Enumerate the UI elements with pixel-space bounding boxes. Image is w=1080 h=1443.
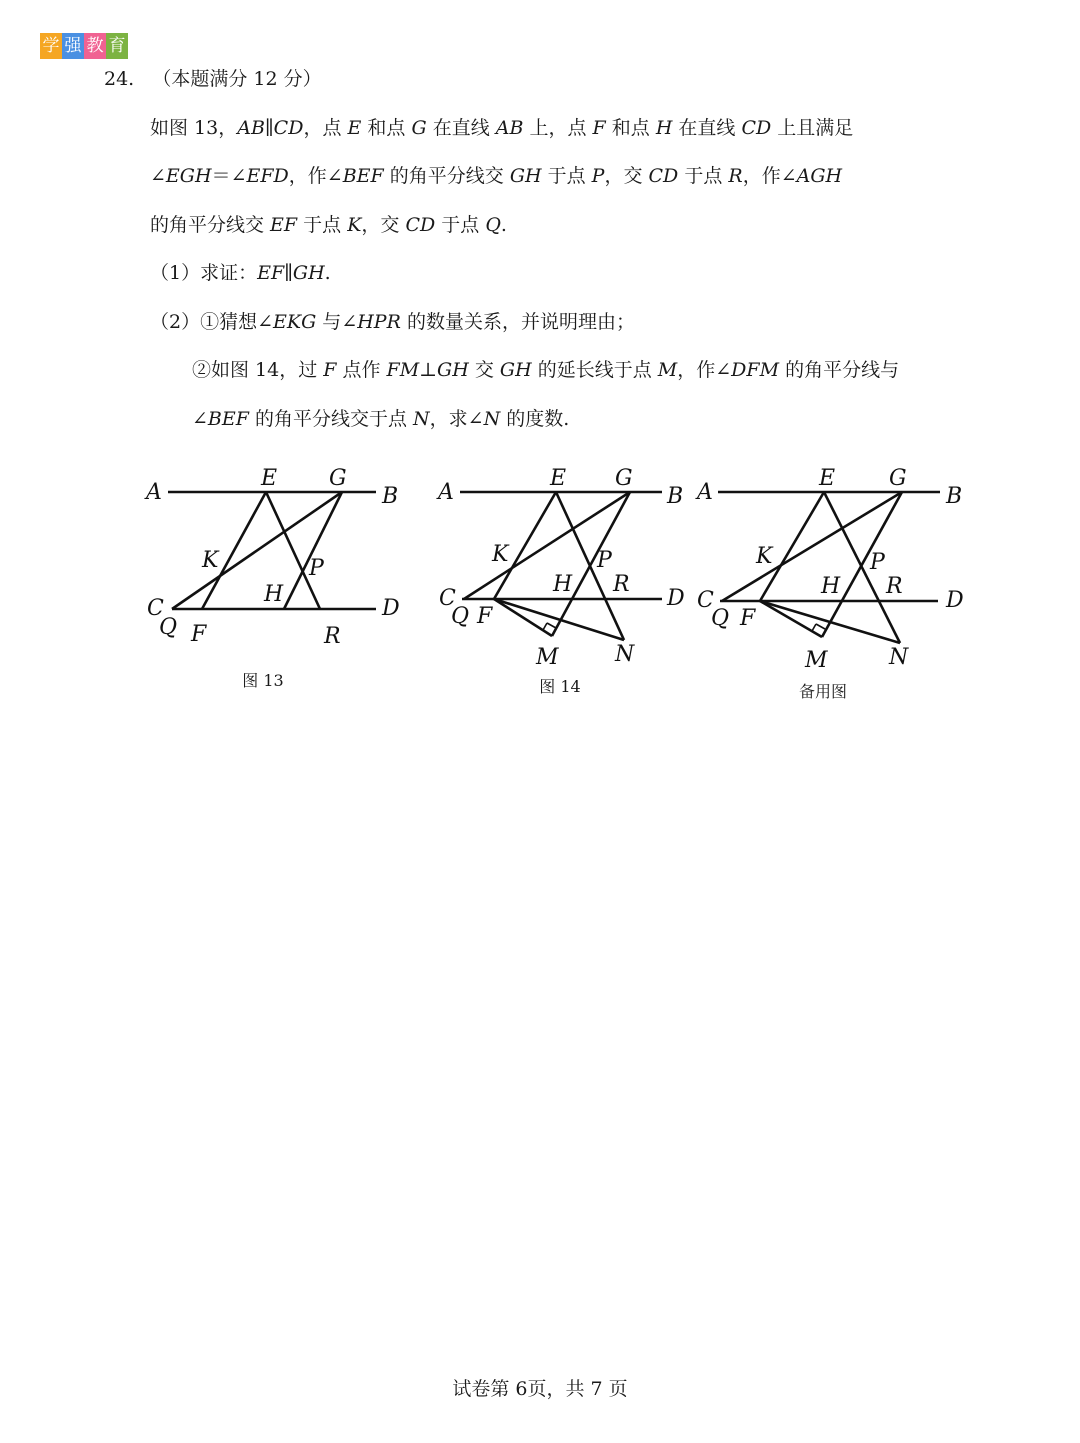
text-run: 上，点 xyxy=(523,117,593,139)
label-k: K xyxy=(492,542,509,567)
question-points: （本题满分 12 分） xyxy=(152,68,322,90)
text-run: CD xyxy=(741,117,772,139)
label-q: Q xyxy=(451,604,470,629)
text-run: 于点 xyxy=(678,165,729,187)
text-run: ，点 xyxy=(303,117,348,139)
text-run: ，求 xyxy=(429,408,468,430)
text-run: N xyxy=(413,408,430,430)
text-run: 如图 13， xyxy=(150,117,238,139)
text-run: 在直线 xyxy=(426,117,496,139)
label-c: C xyxy=(147,596,164,621)
label-r: R xyxy=(886,574,903,599)
text-run: （1）求证： xyxy=(150,262,258,284)
label-f: F xyxy=(191,622,207,647)
text-run: . xyxy=(324,262,331,284)
text-run: 交 xyxy=(468,359,500,381)
label-a: A xyxy=(697,480,713,505)
label-g: G xyxy=(329,466,347,491)
text-run: 点作 xyxy=(336,359,387,381)
text-run: E xyxy=(347,117,362,139)
text-run: GH xyxy=(499,359,532,381)
label-e: E xyxy=(261,466,278,491)
label-a: A xyxy=(438,480,454,505)
text-run: F xyxy=(323,359,337,381)
text-run: H xyxy=(655,117,673,139)
text-run: . xyxy=(500,214,507,236)
text-run: 的角平分线与 xyxy=(779,359,900,381)
text-run: EF∥GH xyxy=(257,262,325,284)
text-run: 和点 xyxy=(361,117,412,139)
text-run: ＝ xyxy=(211,165,231,187)
label-h: H xyxy=(553,572,573,597)
label-q: Q xyxy=(711,606,730,631)
label-g: G xyxy=(615,466,633,491)
text-run: （2）①猜想 xyxy=(150,311,258,333)
figure-14-caption: 图 14 xyxy=(539,677,581,696)
label-p: P xyxy=(870,550,885,575)
text-run: ②如图 14，过 xyxy=(192,359,324,381)
figure-spare-caption: 备用图 xyxy=(798,682,847,701)
text-run: 于点 xyxy=(297,214,348,236)
label-f: F xyxy=(740,606,756,631)
text-run: 上且满足 xyxy=(771,117,854,139)
label-h: H xyxy=(821,574,841,599)
logo-char: 教 xyxy=(84,33,106,59)
text-run: GH xyxy=(509,165,542,187)
text-run: EF xyxy=(270,214,298,236)
logo-char: 育 xyxy=(106,33,128,59)
text-run: ∠EKG xyxy=(257,311,317,333)
right-angle-mark xyxy=(816,624,825,629)
question-number: 24. xyxy=(104,68,135,90)
text-run: 与 xyxy=(316,311,342,333)
text-run: ∠EFD xyxy=(230,165,289,187)
label-f: F xyxy=(477,604,493,629)
label-c: C xyxy=(697,588,714,613)
label-g: G xyxy=(889,466,907,491)
label-d: D xyxy=(946,588,964,613)
text-run: AB∥CD xyxy=(237,117,304,139)
logo-char: 学 xyxy=(40,33,62,59)
text-run: 的数量关系，并说明理由； xyxy=(400,311,635,333)
right-angle-mark xyxy=(812,624,816,631)
text-run: ∠N xyxy=(467,408,501,430)
figure-13-caption: 图 13 xyxy=(242,671,284,690)
text-run: 的度数. xyxy=(500,408,570,430)
text-run: ，交 xyxy=(361,214,406,236)
label-c: C xyxy=(439,586,456,611)
text-run: ，作 xyxy=(677,359,716,381)
label-b: B xyxy=(946,484,963,509)
text-run: ∠EGH xyxy=(150,165,212,187)
text-run: 的角平分线交 xyxy=(150,214,271,236)
label-b: B xyxy=(382,484,399,509)
label-b: B xyxy=(667,484,684,509)
segment-fm xyxy=(760,601,822,637)
text-run: G xyxy=(411,117,427,139)
label-k: K xyxy=(756,544,773,569)
text-run: F xyxy=(592,117,606,139)
label-k: K xyxy=(202,548,219,573)
text-run: M xyxy=(657,359,678,381)
text-run: ∠HPR xyxy=(341,311,401,333)
segment-fn xyxy=(760,601,900,643)
page-footer: 试卷第 6页，共 7 页 xyxy=(452,1378,628,1400)
text-run: FM⊥GH xyxy=(386,359,469,381)
text-run: ，作 xyxy=(288,165,327,187)
label-r: R xyxy=(324,624,341,649)
text-run: 于点 xyxy=(541,165,592,187)
text-run: 的角平分线交 xyxy=(383,165,510,187)
figure-spare xyxy=(0,0,1080,720)
label-e: E xyxy=(550,466,567,491)
text-run: 的延长线于点 xyxy=(531,359,658,381)
label-q: Q xyxy=(159,615,178,640)
text-run: 的角平分线交于点 xyxy=(248,408,414,430)
label-a: A xyxy=(146,480,162,505)
label-m: M xyxy=(805,648,828,673)
text-run: CD xyxy=(648,165,679,187)
text-run: AB xyxy=(495,117,524,139)
text-run: ∠BEF xyxy=(192,408,249,430)
label-r: R xyxy=(613,572,630,597)
label-n: N xyxy=(889,645,909,670)
text-run: ，交 xyxy=(604,165,649,187)
text-run: ∠DFM xyxy=(715,359,780,381)
label-m: M xyxy=(536,645,559,670)
label-d: D xyxy=(667,586,685,611)
text-run: R xyxy=(728,165,743,187)
label-d: D xyxy=(382,596,400,621)
segment-gq xyxy=(722,492,902,601)
text-run: Q xyxy=(485,214,501,236)
text-run: ，作 xyxy=(742,165,781,187)
text-run: ∠AGH xyxy=(780,165,843,187)
label-p: P xyxy=(597,548,612,573)
text-run: K xyxy=(347,214,362,236)
label-h: H xyxy=(264,582,284,607)
text-run: ∠BEF xyxy=(326,165,384,187)
logo-char: 强 xyxy=(62,33,84,59)
label-n: N xyxy=(615,642,635,667)
label-e: E xyxy=(819,466,836,491)
text-run: 和点 xyxy=(605,117,656,139)
text-run: 在直线 xyxy=(672,117,742,139)
text-run: P xyxy=(591,165,605,187)
text-run: 于点 xyxy=(435,214,486,236)
label-p: P xyxy=(309,556,324,581)
text-run: CD xyxy=(405,214,436,236)
